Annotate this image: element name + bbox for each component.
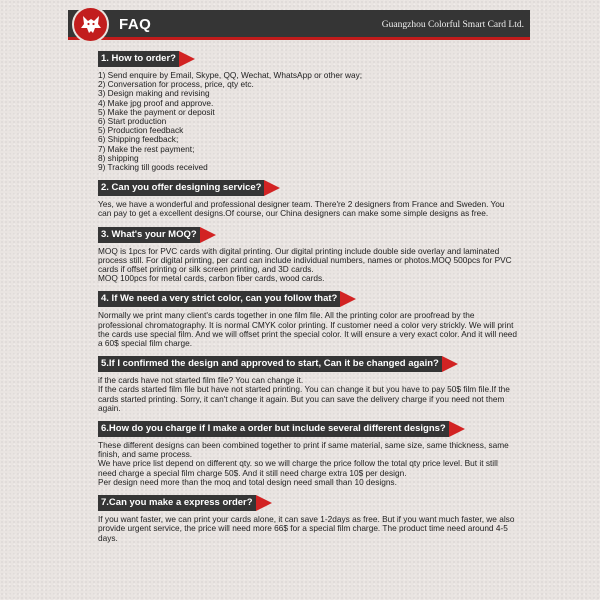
question-header xyxy=(98,421,518,437)
arrow-right-icon xyxy=(264,180,280,196)
answer-line: 5) Production feedback xyxy=(98,125,184,136)
answer-line: 7) Make the rest payment; xyxy=(98,143,195,154)
answer-line: If you want faster, we can print your cards alone, it can save 1-2days as free. But if you want much faster, we also provide urgent service, the price will need more 66$ for a special film charge. The product time need around 4-5 days. xyxy=(98,514,515,543)
question-header xyxy=(98,51,518,67)
answer-text xyxy=(98,71,518,172)
question-header xyxy=(98,227,518,243)
arrow-right-icon xyxy=(340,291,356,307)
arrow-right-icon xyxy=(179,51,195,67)
answer-line: 8) shipping xyxy=(98,152,139,163)
faq-list xyxy=(98,51,518,551)
answer-line: 4) Make jpg proof and approve. xyxy=(98,97,214,108)
answer-line: MOQ 100pcs for metal cards, carbon fiber cards, wood cards. xyxy=(98,273,325,284)
answer-text xyxy=(98,247,518,284)
faq-item xyxy=(98,180,518,218)
answer-text xyxy=(98,200,518,218)
faq-item xyxy=(98,356,518,413)
arrow-right-icon xyxy=(200,227,216,243)
answer-line: If the cards started film file but have not started printing. You can change it but you have to pay 50$ film file.If the cards started printing. Sorry, it can't change it again. But you can save the delivery charge if you need not them again. xyxy=(98,384,510,413)
company-name: Guangzhou Colorful Smart Card Ltd. xyxy=(381,20,524,30)
faq-item xyxy=(98,495,518,543)
answer-line: 3) Design making and revising xyxy=(98,88,210,99)
page-title: FAQ xyxy=(119,16,152,33)
question-header xyxy=(98,180,518,196)
question-header xyxy=(98,356,518,372)
answer-line: 1) Send enquire by Email, Skype, QQ, Wechat, WhatsApp or other way; xyxy=(98,70,363,80)
answer-line: 6) Start production xyxy=(98,116,167,127)
arrow-right-icon xyxy=(449,421,465,437)
answer-line: These different designs can been combined together to print if same material, same size, same thickness, same finish, and same process. xyxy=(98,440,509,460)
answer-text xyxy=(98,441,518,487)
faq-item xyxy=(98,421,518,487)
answer-line: We have price list depend on different qty. so we will charge the price follow the total qty price level. But it still need charge a special film charge 50$. And it still need charge extra 10$ per design. xyxy=(98,458,498,478)
answer-line: 2) Conversation for process, price, qty etc. xyxy=(98,79,254,90)
faq-item xyxy=(98,51,518,172)
answer-text xyxy=(98,515,518,543)
answer-line: 5) Make the payment or deposit xyxy=(98,106,215,117)
answer-line: 6) Shipping feedback; xyxy=(98,134,179,145)
answer-line: MOQ is 1pcs for PVC cards with digital printing. Our digital printing include double side overlay and laminated process still. For digital printing, per card can include individual numbers, names or photos.MOQ 500pcs for PVC cards if offset printing or silk screen printing, and 3D cards. xyxy=(98,245,512,275)
company-logo xyxy=(72,6,109,43)
question-title: 6.How do you charge if I make a order but include several different designs? xyxy=(98,421,449,437)
question-title: 3. What's your MOQ? xyxy=(98,227,200,243)
answer-text xyxy=(98,311,518,348)
faq-item xyxy=(98,227,518,284)
question-title: 7.Can you make a express order? xyxy=(98,495,256,511)
answer-text xyxy=(98,376,518,413)
answer-line: Yes, we have a wonderful and professional designer team. There're 2 designers from France and Sweden. You can pay to get a excellent designs.Of course, our China designers can make some simple designs as free. xyxy=(98,199,505,219)
question-title: 4. If We need a very strict color, can you follow that? xyxy=(98,291,340,307)
question-header xyxy=(98,291,518,307)
question-title: 1. How to order? xyxy=(98,51,179,67)
answer-line: 9) Tracking till goods received xyxy=(98,162,208,173)
question-header xyxy=(98,495,518,511)
answer-line: Per design need more than the moq and total design need small than 10 designs. xyxy=(98,476,397,487)
arrow-right-icon xyxy=(256,495,272,511)
faq-item xyxy=(98,291,518,348)
wolf-head-icon xyxy=(78,12,104,38)
arrow-right-icon xyxy=(442,356,458,372)
question-title: 2. Can you offer designing service? xyxy=(98,180,264,196)
answer-line: if the cards have not started film file? You can change it. xyxy=(98,375,304,386)
question-title: 5.If I confirmed the design and approved to start, Can it be changed again? xyxy=(98,356,442,372)
answer-line: Normally we print many client's cards together in one film file. All the printing color are proofread by the professional chromatography. It is normal CMYK color printing. If customer need a color very strickly. We will print the cards use special film. And we will offset print the special color. It will ensure a very exact color. And it will need a 60$ special film charge. xyxy=(98,310,518,349)
